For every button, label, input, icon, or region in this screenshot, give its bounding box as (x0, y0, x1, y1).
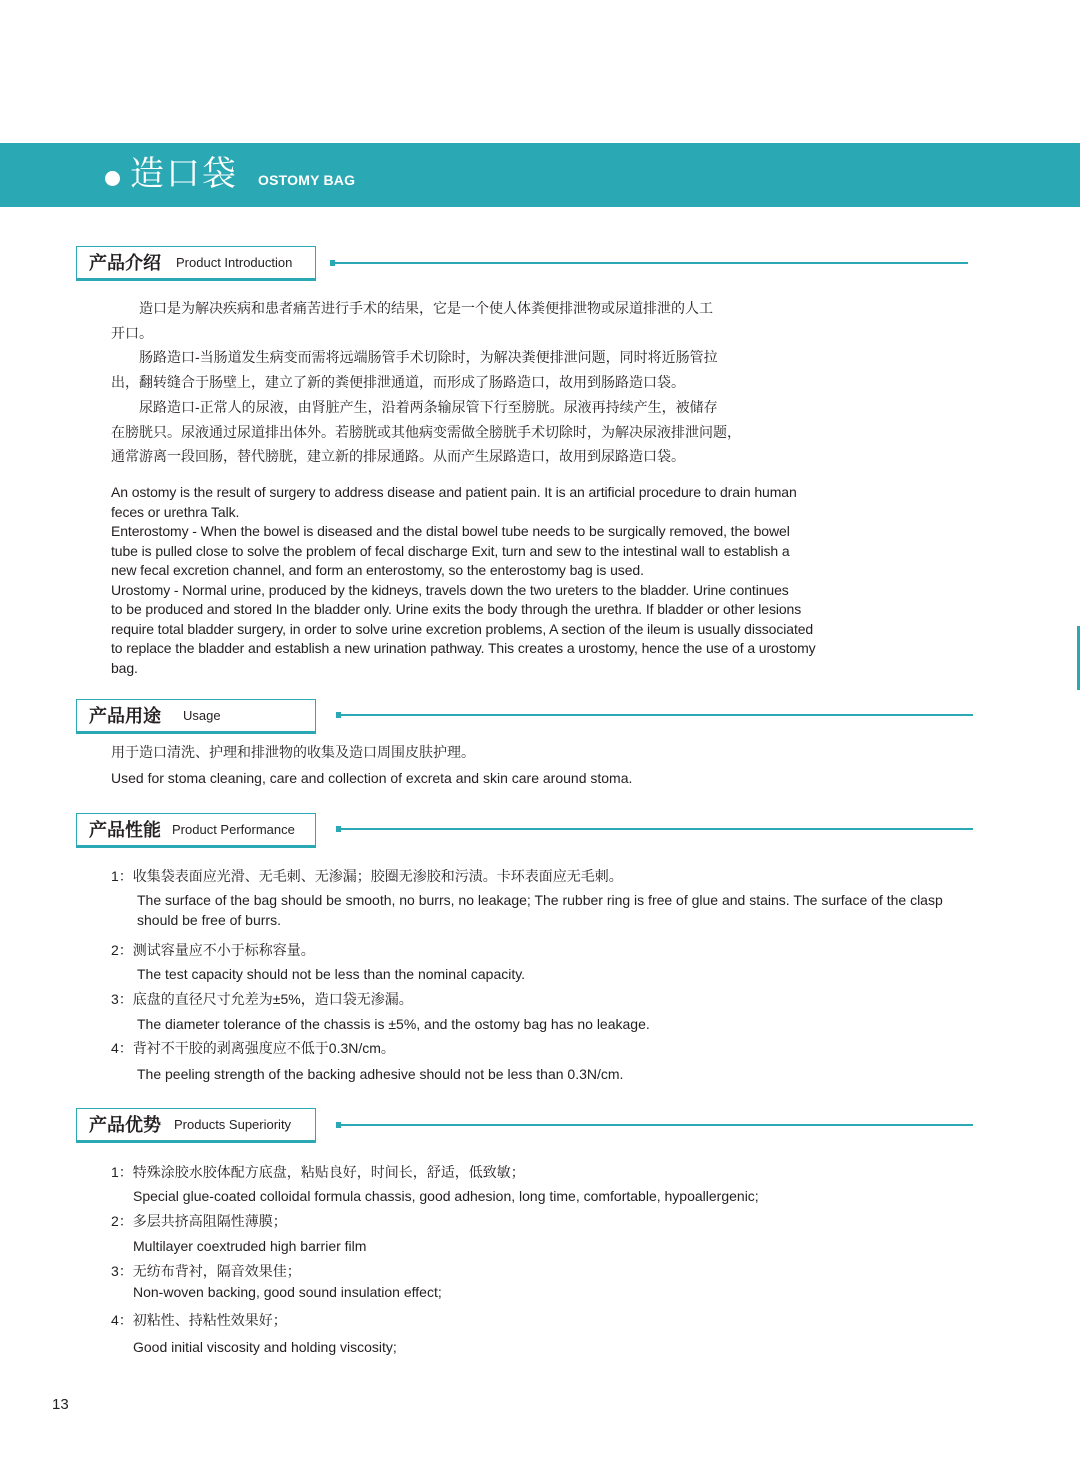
performance-item-en: should be free of burrs. (137, 912, 281, 928)
section-heading-zh: 产品用途 (89, 706, 161, 726)
title-banner (0, 143, 1080, 207)
intro-zh-line: 肠路造口-当肠道发生病变而需将远端肠管手术切除时，为解决粪便排泄问题，同时将近肠管拉 (139, 349, 718, 366)
intro-zh-text (111, 296, 811, 469)
performance-item-en: The surface of the bag should be smooth, no burrs, no leakage; The rubber ring is free of glue and stains. The surface of the clasp (137, 892, 943, 908)
performance-item-zh: 3：底盘的直径尺寸允差为±5%，造口袋无渗漏。 (111, 991, 413, 1007)
section-heading-en: Usage (183, 708, 221, 723)
bullet-dot (105, 171, 120, 186)
section-heading-zh: 产品介绍 (89, 253, 161, 273)
performance-item-zh: 1：收集袋表面应光滑、无毛刺、无渗漏；胶圈无渗胶和污渍。卡环表面应无毛刺。 (111, 868, 623, 884)
intro-zh-line: 造口是为解决疾病和患者痛苦进行手术的结果，它是一个使人体粪便排泄物或尿道排泄的人工 (139, 300, 713, 316)
intro-zh-line: 开口。 (111, 324, 153, 341)
section-heading-zh: 产品优势 (89, 1115, 161, 1135)
banner-title-en: OSTOMY BAG (258, 172, 356, 188)
section-heading-zh: 产品性能 (89, 820, 161, 840)
performance-item-en: The test capacity should not be less than the nominal capacity. (137, 966, 526, 982)
performance-item-en: The diameter tolerance of the chassis is ±5%, and the ostomy bag has no leakage. (137, 1016, 650, 1032)
section-heading-introduction (76, 246, 316, 278)
superiority-item-en: Non-woven backing, good sound insulation effect; (133, 1284, 442, 1300)
intro-en-line: to replace the bladder and establish a new urination pathway. This creates a urostomy, hence the use of a urostomy (111, 640, 816, 656)
intro-en-line: new fecal excretion channel, and form an enterostomy, so the enterostomy bag is used. (111, 562, 644, 578)
performance-item-zh: 4：背衬不干胶的剥离强度应不低于0.3N/cm。 (111, 1040, 395, 1056)
superiority-item-zh: 4：初粘性、持粘性效果好； (111, 1312, 287, 1328)
section-rule (336, 714, 973, 716)
intro-en-line: Enterostomy - When the bowel is diseased and the distal bowel tube needs to be surgically removed, the bowel (111, 523, 790, 539)
usage-zh: 用于造口清洗、护理和排泄物的收集及造口周围皮肤护理。 (111, 744, 475, 760)
section-heading-en: Product Performance (172, 822, 295, 837)
banner-title-zh: 造口袋 (130, 154, 238, 194)
section-heading-performance (76, 813, 316, 845)
intro-en-line: feces or urethra Talk. (111, 503, 240, 520)
intro-en-line: An ostomy is the result of surgery to address disease and patient pain. It is an artificial procedure to drain human (111, 484, 797, 500)
intro-en-line: to be produced and stored In the bladder only. Urine exits the body through the urethra. If bladder or other lesions (111, 601, 802, 617)
intro-zh-line: 在膀胱只。尿液通过尿道排出体外。若膀胱或其他病变需做全膀胱手术切除时，为解决尿液排泄问题， (111, 423, 741, 440)
section-rule (336, 1124, 973, 1126)
superiority-item-en: Good initial viscosity and holding viscosity; (133, 1339, 397, 1355)
intro-zh-line: 尿路造口-正常人的尿液，由肾脏产生，沿着两条输尿管下行至膀胱。尿液再持续产生，被储存 (139, 398, 718, 415)
superiority-item-en: Special glue-coated colloidal formula chassis, good adhesion, long time, comfortable, hypoallergenic; (133, 1188, 759, 1204)
usage-en: Used for stoma cleaning, care and collection of excreta and skin care around stoma. (111, 770, 633, 786)
section-heading-en: Products Superiority (174, 1117, 292, 1132)
intro-en-line: bag. (111, 659, 138, 676)
intro-zh-line: 出，翻转缝合于肠壁上，建立了新的粪便排泄通道，而形成了肠路造口，故用到肠路造口袋。 (111, 374, 685, 391)
superiority-item-zh: 3：无纺布背衬，隔音效果佳； (111, 1263, 301, 1279)
superiority-item-zh: 2：多层共挤高阻隔性薄膜； (111, 1213, 287, 1229)
intro-zh-line: 通常游离一段回肠，替代膀胱，建立新的排尿通路。从而产生尿路造口，故用到尿路造口袋。 (111, 448, 685, 465)
intro-en-line: require total bladder surgery, in order to solve urine excretion problems, A section of the ileum is usually dissociated (111, 620, 814, 637)
intro-en-line: Urostomy - Normal urine, produced by the kidneys, travels down the two ureters to the bladder. Urine continues (111, 581, 789, 598)
superiority-item-en: Multilayer coextruded high barrier film (133, 1238, 367, 1254)
section-rule (330, 262, 968, 264)
performance-item-en: The peeling strength of the backing adhesive should not be less than 0.3N/cm. (137, 1066, 624, 1082)
section-rule (336, 828, 973, 830)
section-heading-superiority (76, 1108, 316, 1140)
intro-en-text (111, 483, 871, 678)
performance-item-zh: 2：测试容量应不小于标称容量。 (111, 942, 315, 958)
superiority-item-zh: 1：特殊涂胶水胶体配方底盘，粘贴良好，时间长，舒适，低致敏； (111, 1164, 525, 1180)
page-number: 13 (52, 1396, 69, 1413)
section-heading-usage (76, 699, 316, 731)
section-heading-en: Product Introduction (176, 255, 293, 270)
intro-en-line: tube is pulled close to solve the problem of fecal discharge Exit, turn and sew to the intestinal wall to establish a (111, 542, 790, 559)
